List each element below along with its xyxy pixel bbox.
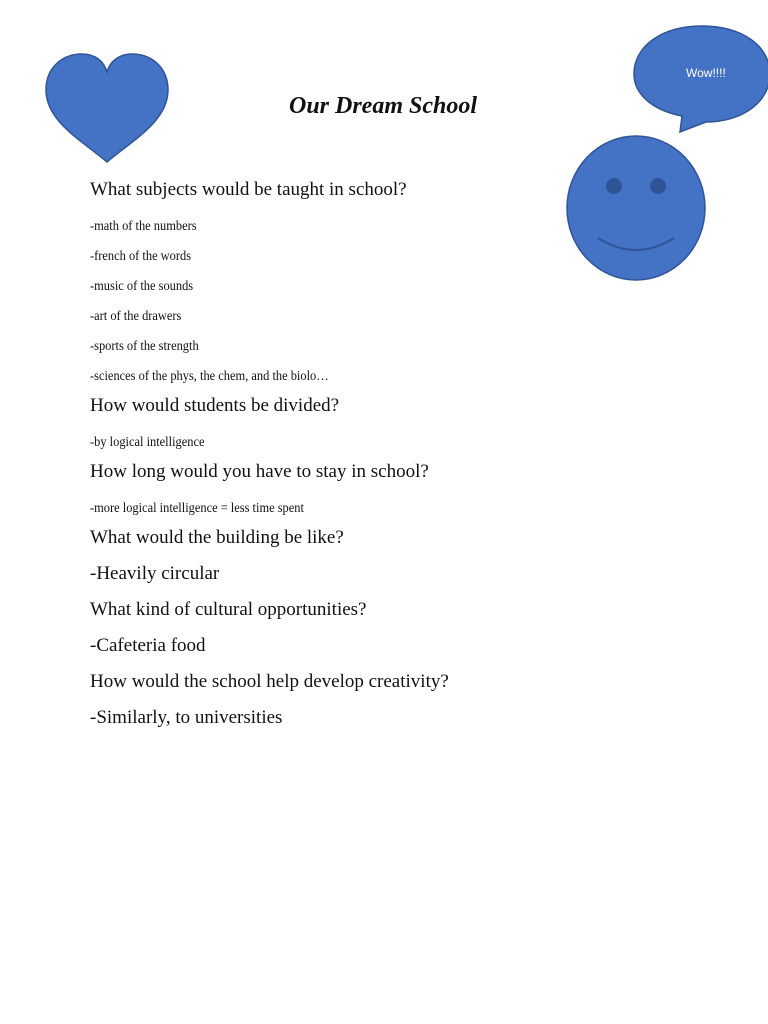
answer-item: -sports of the strength <box>90 338 199 353</box>
answer-item: -music of the sounds <box>90 278 194 293</box>
smiley-face-icon <box>564 134 708 282</box>
page-title: Our Dream School <box>288 93 478 119</box>
question-cultural: What kind of cultural opportunities? <box>90 599 367 620</box>
question-building: What would the building be like? <box>90 527 344 548</box>
question-creativity: How would the school help develop creativity? <box>90 671 449 692</box>
question-division: How would students be divided? <box>90 395 340 416</box>
speech-bubble-text: Wow!!!! <box>686 66 726 80</box>
answer-item: -Heavily circular <box>90 563 220 584</box>
answer-item: -Similarly, to universities <box>90 707 283 728</box>
answer-item: -art of the drawers <box>90 308 182 323</box>
answer-item: -by logical intelligence <box>90 434 205 449</box>
question-duration: How long would you have to stay in school? <box>90 461 429 482</box>
right-eye-icon <box>650 178 666 194</box>
answer-item: -more logical intelligence = less time spent <box>90 500 304 515</box>
answer-item: -french of the words <box>90 248 192 263</box>
document-body <box>90 176 560 740</box>
answer-item: -math of the numbers <box>90 218 197 233</box>
left-eye-icon <box>606 178 622 194</box>
question-subjects: What subjects would be taught in school? <box>90 179 407 200</box>
answer-item: -Cafeteria food <box>90 635 206 656</box>
answer-item: -sciences of the phys, the chem, and the biolo… <box>90 368 329 383</box>
